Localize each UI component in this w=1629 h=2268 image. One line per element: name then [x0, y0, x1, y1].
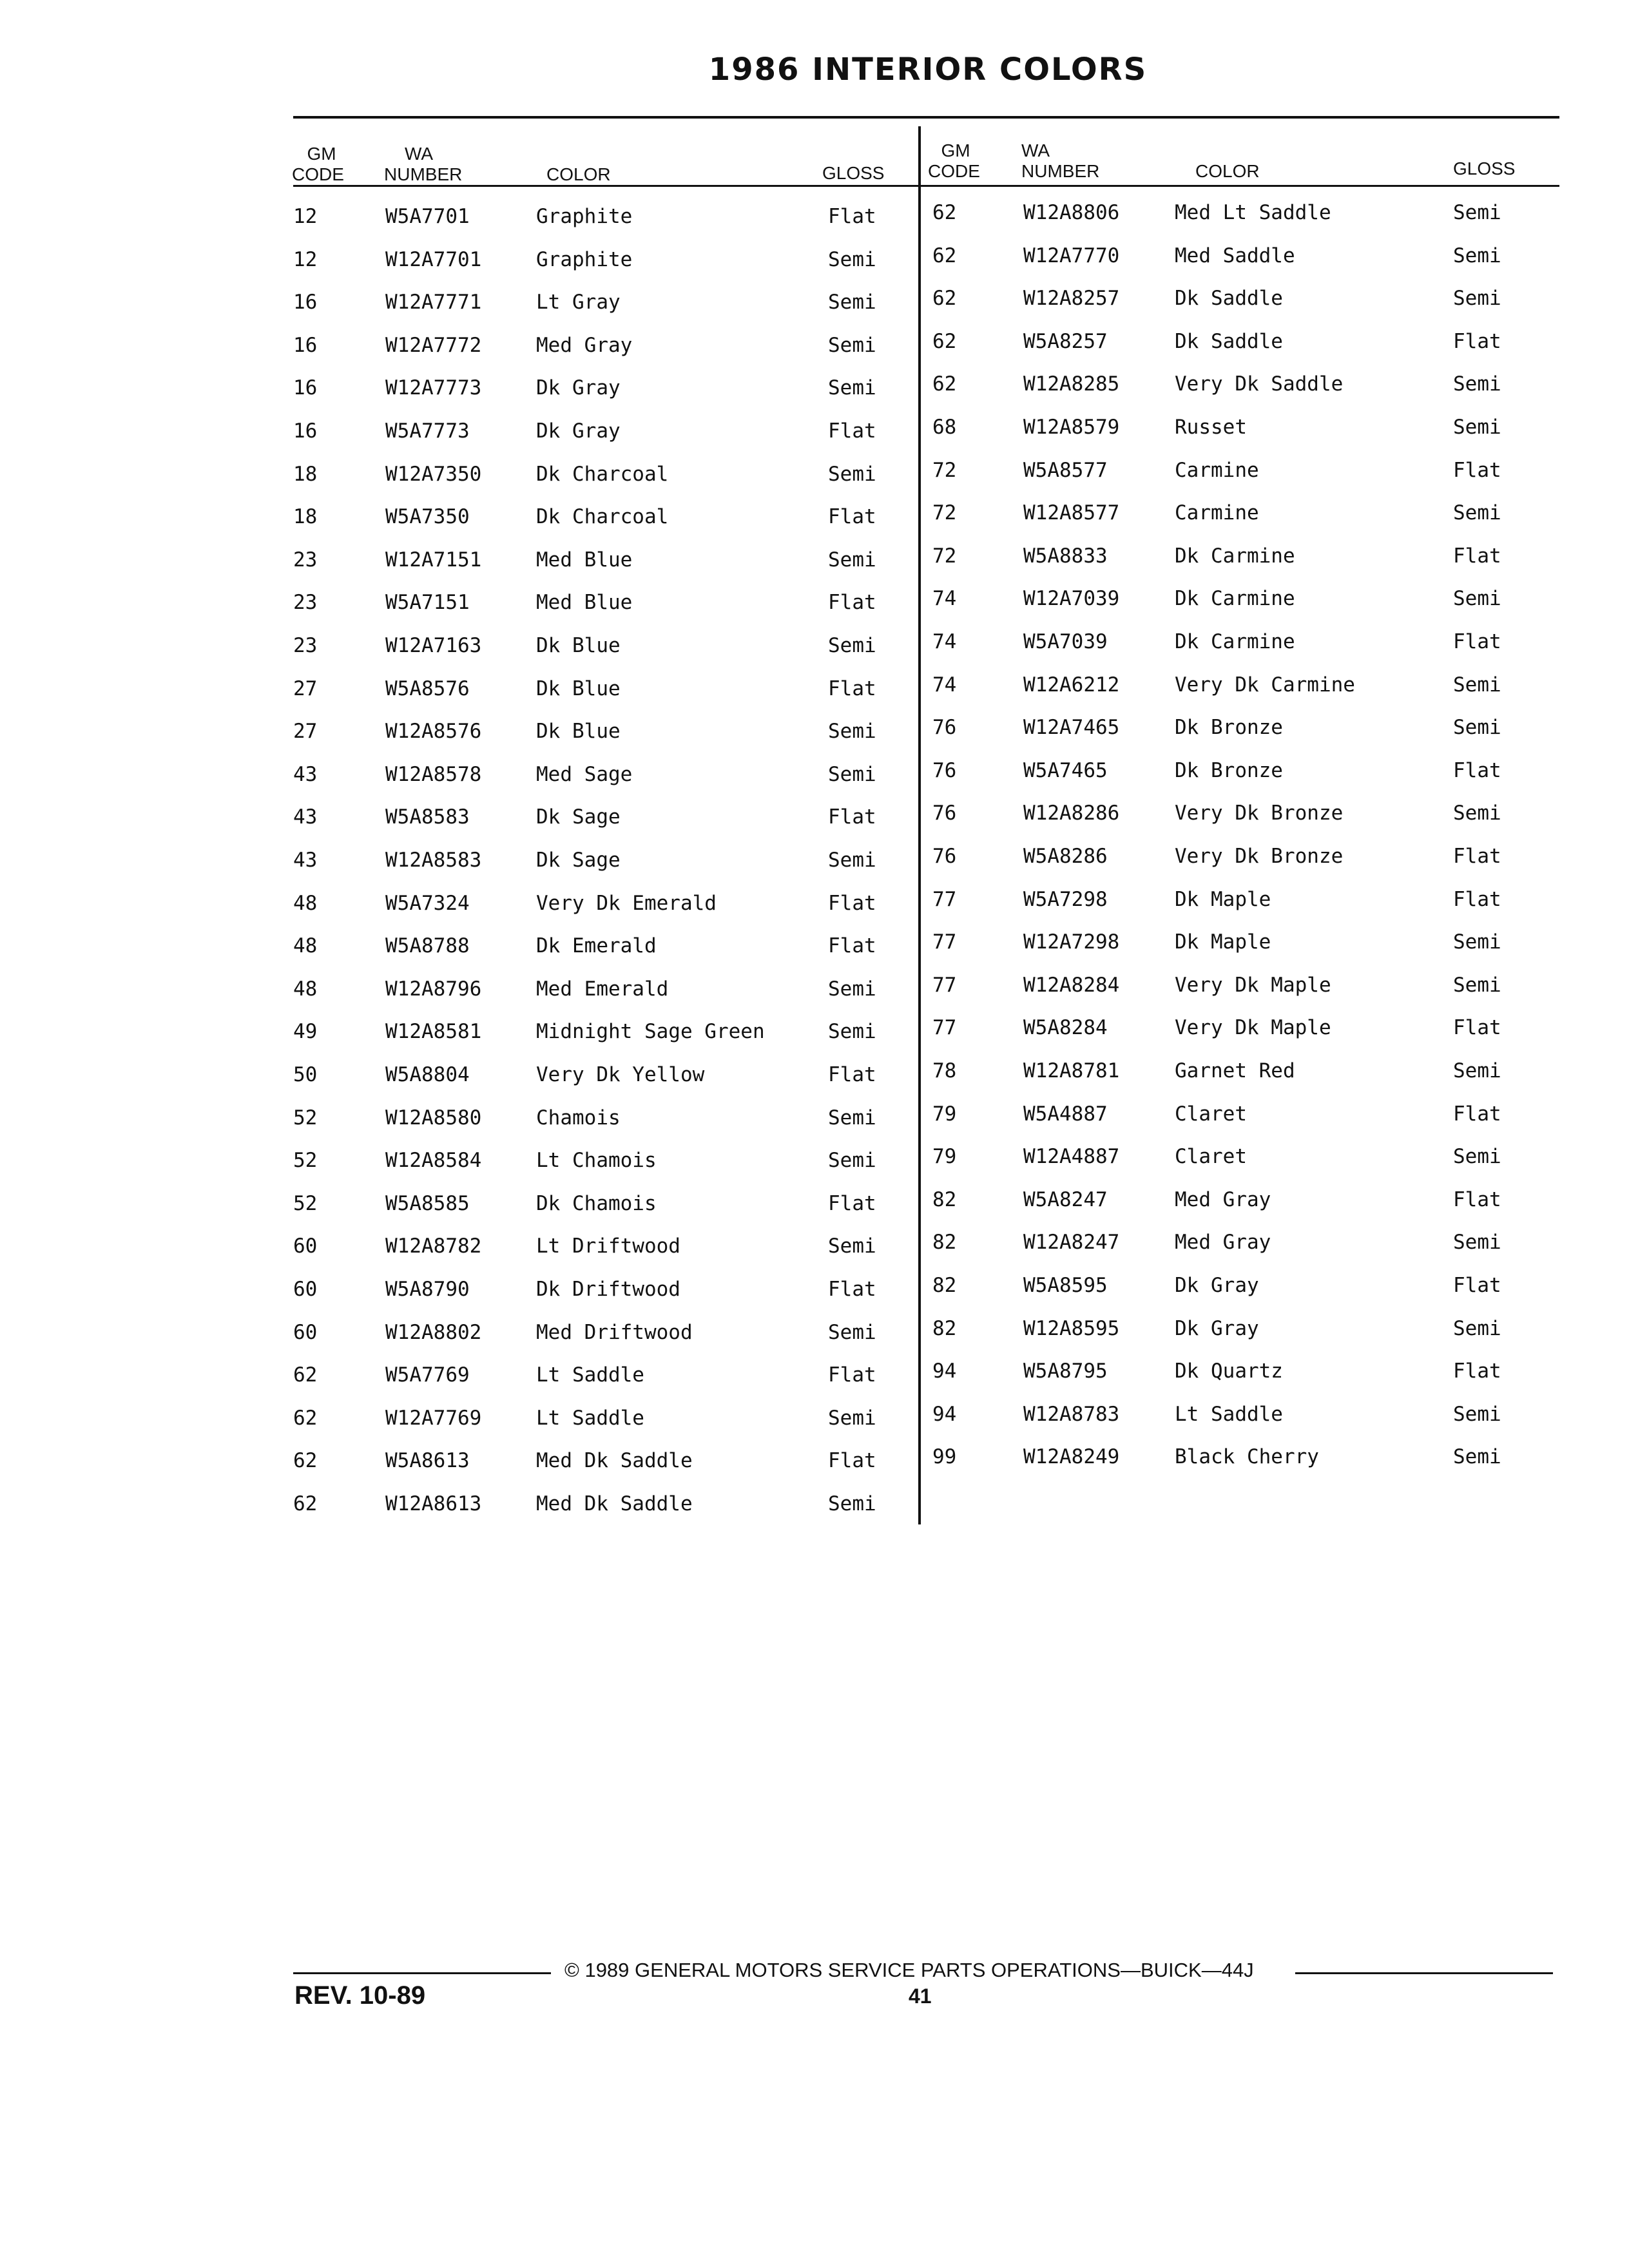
wa-number-cell: W12A8802: [385, 1320, 482, 1344]
left-header-wa: WA: [405, 144, 434, 164]
color-cell: Dk Gray: [1175, 1274, 1259, 1297]
gloss-cell: Flat: [828, 934, 876, 958]
gm-code-cell: 74: [932, 673, 957, 697]
color-cell: Dk Sage: [536, 849, 621, 872]
right-header-gm: GM: [941, 140, 970, 160]
color-cell: Black Cherry: [1175, 1445, 1319, 1469]
color-cell: Chamois: [536, 1106, 621, 1129]
gloss-cell: Semi: [828, 634, 876, 657]
gloss-cell: Flat: [1453, 1360, 1501, 1383]
gloss-cell: Semi: [1453, 802, 1501, 825]
color-cell: Lt Driftwood: [536, 1235, 680, 1258]
gloss-cell: Semi: [828, 977, 876, 1001]
gm-code-cell: 62: [932, 372, 957, 396]
wa-number-cell: W5A8790: [385, 1278, 470, 1301]
gm-code-cell: 76: [932, 758, 957, 782]
color-cell: Claret: [1175, 1102, 1247, 1126]
gm-code-cell: 82: [932, 1231, 957, 1254]
color-cell: Dk Carmine: [1175, 544, 1295, 568]
wa-number-cell: W12A6212: [1023, 673, 1120, 697]
right-header-wa: WA: [1021, 140, 1050, 160]
wa-number-cell: W12A7163: [385, 634, 482, 657]
color-cell: Med Gray: [536, 333, 633, 357]
gloss-cell: Semi: [828, 1406, 876, 1430]
gm-code-cell: 52: [293, 1191, 318, 1215]
gm-code-cell: 72: [932, 458, 957, 482]
wa-number-cell: W5A8576: [385, 677, 470, 700]
color-cell: Dk Maple: [1175, 930, 1271, 954]
gloss-cell: Semi: [1453, 973, 1501, 997]
wa-number-cell: W12A8806: [1023, 201, 1120, 224]
wa-number-cell: W5A8583: [385, 805, 470, 829]
wa-number-cell: W5A7465: [1023, 758, 1108, 782]
wa-number-cell: W12A8579: [1023, 416, 1120, 439]
wa-number-cell: W12A7350: [385, 462, 482, 486]
gm-code-cell: 60: [293, 1320, 318, 1344]
wa-number-cell: W5A8257: [1023, 329, 1108, 353]
gm-code-cell: 94: [932, 1402, 957, 1426]
color-cell: Dk Saddle: [1175, 287, 1283, 311]
gm-code-cell: 62: [293, 1363, 318, 1387]
gloss-cell: Semi: [1453, 416, 1501, 439]
color-cell: Dk Chamois: [536, 1191, 657, 1215]
color-cell: Very Dk Maple: [1175, 1016, 1331, 1040]
gm-code-cell: 82: [932, 1187, 957, 1211]
right-header-number: NUMBER: [1021, 161, 1100, 181]
gloss-cell: Semi: [828, 548, 876, 572]
left-header-gloss: GLOSS: [822, 163, 885, 183]
revision-label: REV. 10-89: [294, 1981, 426, 2010]
wa-number-cell: W12A7298: [1023, 930, 1120, 954]
gm-code-cell: 99: [932, 1445, 957, 1469]
color-cell: Lt Saddle: [536, 1363, 644, 1387]
gloss-cell: Semi: [1453, 716, 1501, 740]
gloss-cell: Semi: [1453, 587, 1501, 611]
gloss-cell: Flat: [828, 1191, 876, 1215]
wa-number-cell: W5A7769: [385, 1363, 470, 1387]
color-cell: Med Sage: [536, 762, 633, 786]
wa-number-cell: W5A7773: [385, 419, 470, 443]
wa-number-cell: W12A8577: [1023, 501, 1120, 525]
color-cell: Dk Blue: [536, 720, 621, 744]
gloss-cell: Semi: [828, 849, 876, 872]
gm-code-cell: 72: [932, 501, 957, 525]
gloss-cell: Flat: [828, 1063, 876, 1086]
wa-number-cell: W5A7350: [385, 505, 470, 529]
wa-number-cell: W5A7151: [385, 591, 470, 615]
gloss-cell: Flat: [1453, 1102, 1501, 1126]
gm-code-cell: 52: [293, 1149, 318, 1173]
gm-code-cell: 82: [932, 1316, 957, 1340]
gm-code-cell: 76: [932, 802, 957, 825]
gm-code-cell: 23: [293, 634, 318, 657]
gloss-cell: Semi: [828, 1149, 876, 1173]
color-cell: Dk Quartz: [1175, 1360, 1283, 1383]
gm-code-cell: 52: [293, 1106, 318, 1129]
color-cell: Lt Saddle: [536, 1406, 644, 1430]
footer-copyright: © 1989 GENERAL MOTORS SERVICE PARTS OPERATIONS—BUICK—44J: [564, 1959, 1254, 1981]
wa-number-cell: W5A8795: [1023, 1360, 1108, 1383]
color-cell: Graphite: [536, 205, 633, 228]
gloss-cell: Semi: [828, 1020, 876, 1044]
gloss-cell: Flat: [1453, 1274, 1501, 1297]
gm-code-cell: 62: [293, 1492, 318, 1515]
color-cell: Very Dk Bronze: [1175, 802, 1344, 825]
gloss-cell: Flat: [1453, 758, 1501, 782]
gm-code-cell: 18: [293, 462, 318, 486]
wa-number-cell: W12A8783: [1023, 1402, 1120, 1426]
wa-number-cell: W12A8286: [1023, 802, 1120, 825]
wa-number-cell: W12A8613: [385, 1492, 482, 1515]
gloss-cell: Semi: [1453, 1402, 1501, 1426]
gloss-cell: Semi: [1453, 673, 1501, 697]
footer-rule-right: [1295, 1972, 1553, 1974]
gm-code-cell: 68: [932, 416, 957, 439]
wa-number-cell: W12A8595: [1023, 1316, 1120, 1340]
color-cell: Very Dk Yellow: [536, 1063, 705, 1086]
wa-number-cell: W5A8804: [385, 1063, 470, 1086]
wa-number-cell: W12A7465: [1023, 716, 1120, 740]
gloss-cell: Semi: [1453, 930, 1501, 954]
gloss-cell: Semi: [828, 720, 876, 744]
color-cell: Dk Driftwood: [536, 1278, 680, 1301]
gm-code-cell: 16: [293, 376, 318, 400]
wa-number-cell: W5A8247: [1023, 1187, 1108, 1211]
gloss-cell: Flat: [1453, 544, 1501, 568]
color-cell: Dk Blue: [536, 677, 621, 700]
wa-number-cell: W5A7298: [1023, 887, 1108, 911]
wa-number-cell: W5A8286: [1023, 845, 1108, 868]
color-cell: Russet: [1175, 416, 1247, 439]
gloss-cell: Flat: [828, 891, 876, 915]
gloss-cell: Flat: [828, 205, 876, 228]
wa-number-cell: W12A4887: [1023, 1145, 1120, 1169]
gm-code-cell: 12: [293, 205, 318, 228]
gm-code-cell: 49: [293, 1020, 318, 1044]
color-cell: Dk Blue: [536, 634, 621, 657]
right-header-gloss: GLOSS: [1453, 159, 1516, 178]
right-header-rule: [921, 185, 1559, 187]
gm-code-cell: 76: [932, 716, 957, 740]
gm-code-cell: 74: [932, 587, 957, 611]
wa-number-cell: W12A8580: [385, 1106, 482, 1129]
gm-code-cell: 43: [293, 805, 318, 829]
gloss-cell: Flat: [1453, 845, 1501, 868]
column-divider: [918, 126, 921, 1524]
gm-code-cell: 23: [293, 591, 318, 615]
wa-number-cell: W12A7773: [385, 376, 482, 400]
wa-number-cell: W12A8576: [385, 720, 482, 744]
gm-code-cell: 62: [932, 329, 957, 353]
wa-number-cell: W12A7772: [385, 333, 482, 357]
wa-number-cell: W12A8781: [1023, 1059, 1120, 1082]
color-cell: Dk Sage: [536, 805, 621, 829]
color-cell: Lt Chamois: [536, 1149, 657, 1173]
gm-code-cell: 77: [932, 973, 957, 997]
wa-number-cell: W12A8584: [385, 1149, 482, 1173]
wa-number-cell: W5A8595: [1023, 1274, 1108, 1297]
color-cell: Med Dk Saddle: [536, 1492, 693, 1515]
gm-code-cell: 50: [293, 1063, 318, 1086]
left-header-color: COLOR: [546, 164, 611, 184]
gloss-cell: Flat: [828, 677, 876, 700]
color-cell: Dk Maple: [1175, 887, 1271, 911]
gloss-cell: Flat: [828, 591, 876, 615]
gm-code-cell: 94: [932, 1360, 957, 1383]
gm-code-cell: 12: [293, 247, 318, 271]
wa-number-cell: W5A7039: [1023, 630, 1108, 653]
color-cell: Med Emerald: [536, 977, 669, 1001]
gm-code-cell: 60: [293, 1278, 318, 1301]
gloss-cell: Semi: [1453, 372, 1501, 396]
gloss-cell: Flat: [828, 1449, 876, 1473]
color-cell: Dk Bronze: [1175, 758, 1283, 782]
gm-code-cell: 43: [293, 849, 318, 872]
right-header-code: CODE: [928, 161, 980, 181]
wa-number-cell: W5A8577: [1023, 458, 1108, 482]
color-cell: Med Lt Saddle: [1175, 201, 1331, 224]
color-cell: Very Dk Saddle: [1175, 372, 1344, 396]
gm-code-cell: 62: [293, 1406, 318, 1430]
left-header-gm: GM: [307, 144, 336, 164]
color-cell: Dk Carmine: [1175, 587, 1295, 611]
wa-number-cell: W12A7039: [1023, 587, 1120, 611]
gloss-cell: Semi: [828, 462, 876, 486]
wa-number-cell: W12A8285: [1023, 372, 1120, 396]
color-cell: Dk Charcoal: [536, 505, 669, 529]
gloss-cell: Flat: [1453, 329, 1501, 353]
color-cell: Dk Gray: [1175, 1316, 1259, 1340]
right-header-color: COLOR: [1195, 161, 1260, 181]
left-header-code: CODE: [292, 164, 344, 184]
gloss-cell: Semi: [1453, 1231, 1501, 1254]
top-rule: [293, 116, 1559, 119]
gm-code-cell: 77: [932, 930, 957, 954]
gm-code-cell: 16: [293, 419, 318, 443]
color-cell: Dk Charcoal: [536, 462, 669, 486]
wa-number-cell: W12A8257: [1023, 287, 1120, 311]
footer-rule-left: [293, 1972, 551, 1974]
color-cell: Lt Gray: [536, 291, 621, 314]
gm-code-cell: 62: [932, 201, 957, 224]
gloss-cell: Semi: [1453, 244, 1501, 267]
wa-number-cell: W12A8583: [385, 849, 482, 872]
color-cell: Med Blue: [536, 591, 633, 615]
wa-number-cell: W12A7771: [385, 291, 482, 314]
wa-number-cell: W12A8782: [385, 1235, 482, 1258]
gloss-cell: Semi: [1453, 1445, 1501, 1469]
gm-code-cell: 62: [932, 244, 957, 267]
gm-code-cell: 72: [932, 544, 957, 568]
wa-number-cell: W12A7769: [385, 1406, 482, 1430]
color-cell: Med Gray: [1175, 1231, 1271, 1254]
wa-number-cell: W5A8833: [1023, 544, 1108, 568]
gloss-cell: Semi: [1453, 1316, 1501, 1340]
color-cell: Carmine: [1175, 501, 1259, 525]
gm-code-cell: 27: [293, 677, 318, 700]
wa-number-cell: W12A8796: [385, 977, 482, 1001]
color-cell: Dk Saddle: [1175, 329, 1283, 353]
gm-code-cell: 76: [932, 845, 957, 868]
gm-code-cell: 48: [293, 934, 318, 958]
gloss-cell: Semi: [828, 247, 876, 271]
gm-code-cell: 74: [932, 630, 957, 653]
page-title: 1986 INTERIOR COLORS: [708, 52, 1148, 88]
color-cell: Lt Saddle: [1175, 1402, 1283, 1426]
wa-number-cell: W12A7151: [385, 548, 482, 572]
gm-code-cell: 27: [293, 720, 318, 744]
color-cell: Med Dk Saddle: [536, 1449, 693, 1473]
gm-code-cell: 23: [293, 548, 318, 572]
gm-code-cell: 77: [932, 887, 957, 911]
page-number: 41: [909, 1984, 932, 2008]
gloss-cell: Semi: [828, 376, 876, 400]
color-cell: Claret: [1175, 1145, 1247, 1169]
gloss-cell: Semi: [1453, 501, 1501, 525]
left-header-rule: [293, 185, 918, 187]
gloss-cell: Semi: [828, 291, 876, 314]
color-cell: Very Dk Maple: [1175, 973, 1331, 997]
gm-code-cell: 78: [932, 1059, 957, 1082]
color-cell: Med Saddle: [1175, 244, 1295, 267]
gloss-cell: Semi: [828, 1106, 876, 1129]
wa-number-cell: W12A8578: [385, 762, 482, 786]
wa-number-cell: W5A8284: [1023, 1016, 1108, 1040]
color-cell: Dk Bronze: [1175, 716, 1283, 740]
wa-number-cell: W5A7701: [385, 205, 470, 228]
wa-number-cell: W12A7701: [385, 247, 482, 271]
color-cell: Dk Gray: [536, 419, 621, 443]
gloss-cell: Flat: [1453, 630, 1501, 653]
wa-number-cell: W12A7770: [1023, 244, 1120, 267]
gloss-cell: Flat: [828, 1278, 876, 1301]
gm-code-cell: 16: [293, 291, 318, 314]
wa-number-cell: W12A8249: [1023, 1445, 1120, 1469]
color-cell: Graphite: [536, 247, 633, 271]
wa-number-cell: W5A7324: [385, 891, 470, 915]
gm-code-cell: 18: [293, 505, 318, 529]
gm-code-cell: 48: [293, 891, 318, 915]
wa-number-cell: W12A8284: [1023, 973, 1120, 997]
gm-code-cell: 43: [293, 762, 318, 786]
color-cell: Carmine: [1175, 458, 1259, 482]
color-cell: Midnight Sage Green: [536, 1020, 765, 1044]
gloss-cell: Flat: [1453, 458, 1501, 482]
gm-code-cell: 16: [293, 333, 318, 357]
gm-code-cell: 62: [293, 1449, 318, 1473]
color-cell: Med Blue: [536, 548, 633, 572]
color-cell: Dk Carmine: [1175, 630, 1295, 653]
color-cell: Dk Emerald: [536, 934, 657, 958]
gloss-cell: Flat: [828, 505, 876, 529]
gloss-cell: Semi: [828, 1235, 876, 1258]
wa-number-cell: W5A8585: [385, 1191, 470, 1215]
color-cell: Garnet Red: [1175, 1059, 1295, 1082]
gm-code-cell: 48: [293, 977, 318, 1001]
color-cell: Med Gray: [1175, 1187, 1271, 1211]
color-cell: Very Dk Bronze: [1175, 845, 1344, 868]
gloss-cell: Semi: [1453, 201, 1501, 224]
gloss-cell: Semi: [828, 762, 876, 786]
gloss-cell: Semi: [828, 1320, 876, 1344]
gm-code-cell: 79: [932, 1102, 957, 1126]
gm-code-cell: 79: [932, 1145, 957, 1169]
gloss-cell: Flat: [1453, 1016, 1501, 1040]
wa-number-cell: W5A4887: [1023, 1102, 1108, 1126]
wa-number-cell: W5A8613: [385, 1449, 470, 1473]
left-header-number: NUMBER: [384, 164, 463, 184]
gm-code-cell: 62: [932, 287, 957, 311]
wa-number-cell: W12A8247: [1023, 1231, 1120, 1254]
gloss-cell: Flat: [1453, 887, 1501, 911]
gm-code-cell: 77: [932, 1016, 957, 1040]
gloss-cell: Flat: [828, 1363, 876, 1387]
gm-code-cell: 82: [932, 1274, 957, 1297]
color-cell: Med Driftwood: [536, 1320, 693, 1344]
gloss-cell: Semi: [1453, 1145, 1501, 1169]
wa-number-cell: W12A8581: [385, 1020, 482, 1044]
gloss-cell: Semi: [1453, 287, 1501, 311]
gloss-cell: Semi: [828, 333, 876, 357]
gm-code-cell: 60: [293, 1235, 318, 1258]
gloss-cell: Flat: [1453, 1187, 1501, 1211]
gloss-cell: Semi: [828, 1492, 876, 1515]
gloss-cell: Flat: [828, 419, 876, 443]
color-cell: Very Dk Emerald: [536, 891, 717, 915]
color-cell: Dk Gray: [536, 376, 621, 400]
color-cell: Very Dk Carmine: [1175, 673, 1355, 697]
gloss-cell: Semi: [1453, 1059, 1501, 1082]
gloss-cell: Flat: [828, 805, 876, 829]
wa-number-cell: W5A8788: [385, 934, 470, 958]
